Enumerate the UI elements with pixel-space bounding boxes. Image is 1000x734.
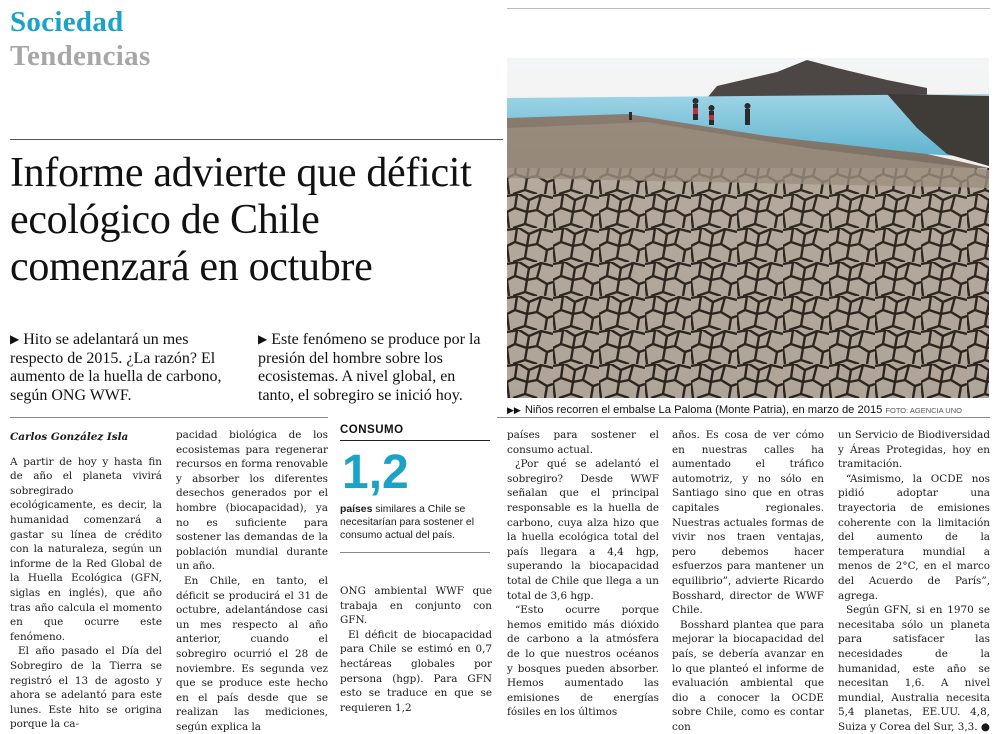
paragraph: “Asimismo, la OCDE nos pidió adoptar una trayectoria de emisiones coherente con la limitación del aumento de la temperatura mundial a menos de 2°C, en el marco del Acuerdo de París”, agrega. [838, 472, 990, 602]
paragraph: ¿Por qué se adelantó el sobregiro? Desde WWF señalan que el principal responsable es la huella de carbono, cuya alza hizo que la huella ecológica total del país llegara a 4,4 hgp, superando la biocapacidad total de Chile que llega a un total de 3,6 hgp. [507, 458, 659, 602]
paragraph: En Chile, en tanto, el déficit se producirá el 31 de octubre, adelantándose casi un mes respecto al año anterior, cuando el sobregiro ocurrió el 28 de noviembre. Es segunda vez que se produce este hecho en el país desde que se realizan las mediciones, según explica la [176, 574, 328, 733]
byline: Carlos González Isla [10, 431, 129, 443]
consumo-infobox [340, 424, 490, 553]
headline: Informe advierte que déficit ecológico de Chile comenzará en octubre [10, 150, 472, 290]
text-column-2 [176, 428, 328, 734]
paragraph: un Servicio de Biodiversidad y Áreas Protegidas, hoy en tramitación. [838, 429, 990, 471]
infobox-label: CONSUMO [340, 424, 404, 436]
infobox-body: similares a Chile se necesitarían para sostener el consumo actual del país. [340, 504, 475, 541]
headline-rule [10, 139, 503, 140]
paragraph: A partir de hoy y hasta fin de año el planeta vivirá sobregirado ecológicamente, es decir, la humanidad comenzará a gastar su línea de crédito con la naturaleza, según un informe de la Red Global de la Huella Ecológica (GFN, siglas en inglés), que año tras año calcula el momento en que ocurre este fenómeno. [10, 455, 162, 643]
paragraph: El déficit de biocapacidad para Chile se estimó en 0,7 hectáreas globales por persona (hgp). Para GFN esto se traduce en que se requieren 1,2 [340, 628, 492, 714]
body-rule [497, 417, 990, 418]
caption-text: Niños recorren el embalse La Paloma (Monte Patria), en marzo de 2015 [524, 404, 883, 416]
paragraph [838, 603, 990, 734]
paragraph: ONG ambiental WWF que trabaja en conjunto con GFN. [340, 585, 492, 627]
bullet-triangle-icon: ▶ [10, 332, 20, 346]
deck-text: Este fenómeno se produce por la presión del hombre sobre los ecosistemas. A nivel global, en tanto, el sobregiro se inició hoy. [258, 331, 481, 404]
photo-credit: FOTO: AGENCIA UNO [885, 406, 962, 415]
text-column-4 [507, 428, 659, 720]
paragraph: países para sostener el consumo actual. [507, 429, 659, 456]
subsection-label: Tendencias [10, 40, 151, 72]
text-column-3 [340, 584, 492, 715]
infobox-rule [340, 440, 490, 441]
bullet-triangle-icon: ▶ [258, 332, 268, 346]
photo-cracked-reservoir [507, 58, 989, 398]
deck-text: Hito se adelantará un mes respecto de 2015. ¿La razón? El aumento de la huella de carbono, según ONG WWF. [10, 331, 222, 404]
paragraph: El año pasado el Día del Sobregiro de la Tierra se registró el 13 de agosto y ahora se adelantó para este lunes. Este hito se origina porque la ca- [10, 645, 162, 731]
section-label: Sociedad [10, 6, 124, 38]
text-column-6 [838, 428, 990, 734]
photo-illustration [507, 58, 989, 398]
photo-caption [507, 404, 992, 416]
deck-item [258, 330, 490, 405]
infobox-text [340, 503, 490, 542]
paragraph: Bosshard plantea que para mejorar la biocapacidad del país, se debería avanzar en lo que planteó el informe de evaluación ambiental que dio a conocer la OCDE sobre Chile, como es contar con [672, 618, 824, 733]
caption-arrow-icon: ▶▶ [507, 405, 521, 415]
deck-item [10, 330, 242, 405]
top-rule [507, 8, 990, 9]
paragraph: años. Es cosa de ver cómo en nuestras calles ha aumentado el tráfico automotriz, y no sólo en Santiago sino que en otras capitales regionales. Nuestras actuales formas de vivir nos traen ventajas, pero debemos hacer esfuerzos para mantener un equilibrio”, advierte Ricardo Bosshard, director de WWF Chile. [672, 429, 824, 617]
paragraph: pacidad biológica de los ecosistemas para regenerar recursos en forma renovable y absorber los diferentes desechos generados por el hombre (biocapacidad), ya no es suficiente para sostener las demandas de la población mundial durante un año. [176, 429, 328, 573]
body-rule [10, 417, 328, 418]
end-mark-icon: ● [980, 720, 990, 733]
infobox-bold: países [340, 504, 373, 515]
infobox-bottom-rule [340, 552, 490, 553]
text-column-5 [672, 428, 824, 734]
paragraph-text: Según GFN, si en 1970 se necesitaba sólo un planeta para satisfacer las necesidades de la humanidad, este año se necesitan 1,6. A nivel mundial, Australia necesita 5,4 planetas, EE.UU. 4,8, Suiza y Corea del Sur, 3,3. [838, 604, 990, 733]
paragraph: “Esto ocurre porque hemos emitido más dióxido de carbono a la atmósfera de lo que nuestros océanos y bosques pueden absorber. Hemos aumentado las emisiones de energías fósiles en los últimos [507, 604, 659, 719]
infobox-number: 1,2 [342, 446, 409, 499]
text-column-1 [10, 430, 162, 732]
